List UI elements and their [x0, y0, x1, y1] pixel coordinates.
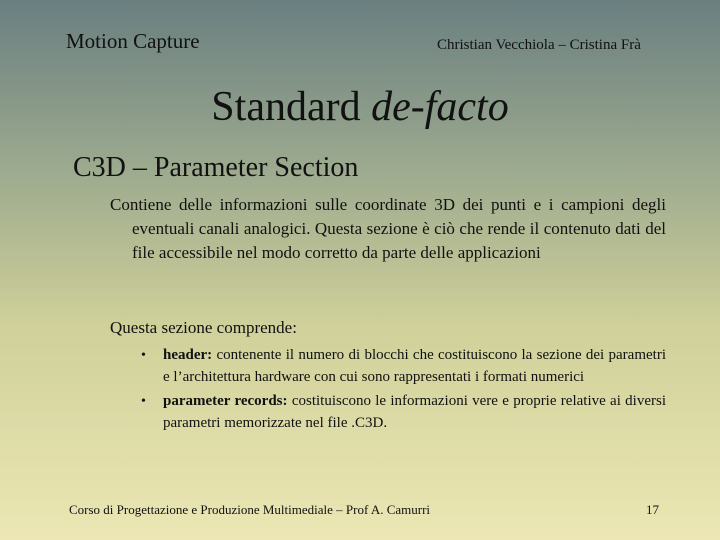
- body-paragraph-1: Contiene delle informazioni sulle coordinate 3D dei punti e i campioni degli eventuali canali analogici. Questa sezione è ciò che rende il contenuto dati del file accessibile nel modo corretto da parte delle applicazioni: [110, 195, 666, 262]
- slide-title: [0, 83, 720, 131]
- bullet-list: [141, 345, 666, 437]
- slide-title-plain: Standard: [211, 84, 361, 130]
- slide-title-italic: de-facto: [371, 84, 509, 130]
- slide-header-authors: Christian Vecchiola – Cristina Frà: [437, 37, 641, 53]
- footer-course: Corso di Progettazione e Produzione Multimediale – Prof A. Camurri: [69, 502, 431, 517]
- bullet-text: costituiscono le informazioni vere e proprie relative ai diversi parametri memorizzate nel file .C3D.: [163, 393, 666, 431]
- bullet-term: header:: [163, 347, 213, 363]
- section-heading: C3D – Parameter Section: [73, 152, 359, 183]
- body-paragraph-2: Questa sezione comprende:: [110, 318, 297, 337]
- slide-header-topic: Motion Capture: [66, 29, 200, 53]
- bullet-item-header: [141, 345, 666, 388]
- bullet-item-parameter-records: [141, 391, 666, 434]
- bullet-dot-icon: •: [141, 394, 146, 409]
- bullet-dot-icon: •: [141, 348, 146, 363]
- bullet-term: parameter records:: [163, 393, 288, 409]
- page-number: 17: [646, 502, 659, 517]
- bullet-text: contenente il numero di blocchi che costituiscono la sezione dei parametri e l’architettura hardware con cui sono rappresentati i formati numerici: [163, 347, 666, 385]
